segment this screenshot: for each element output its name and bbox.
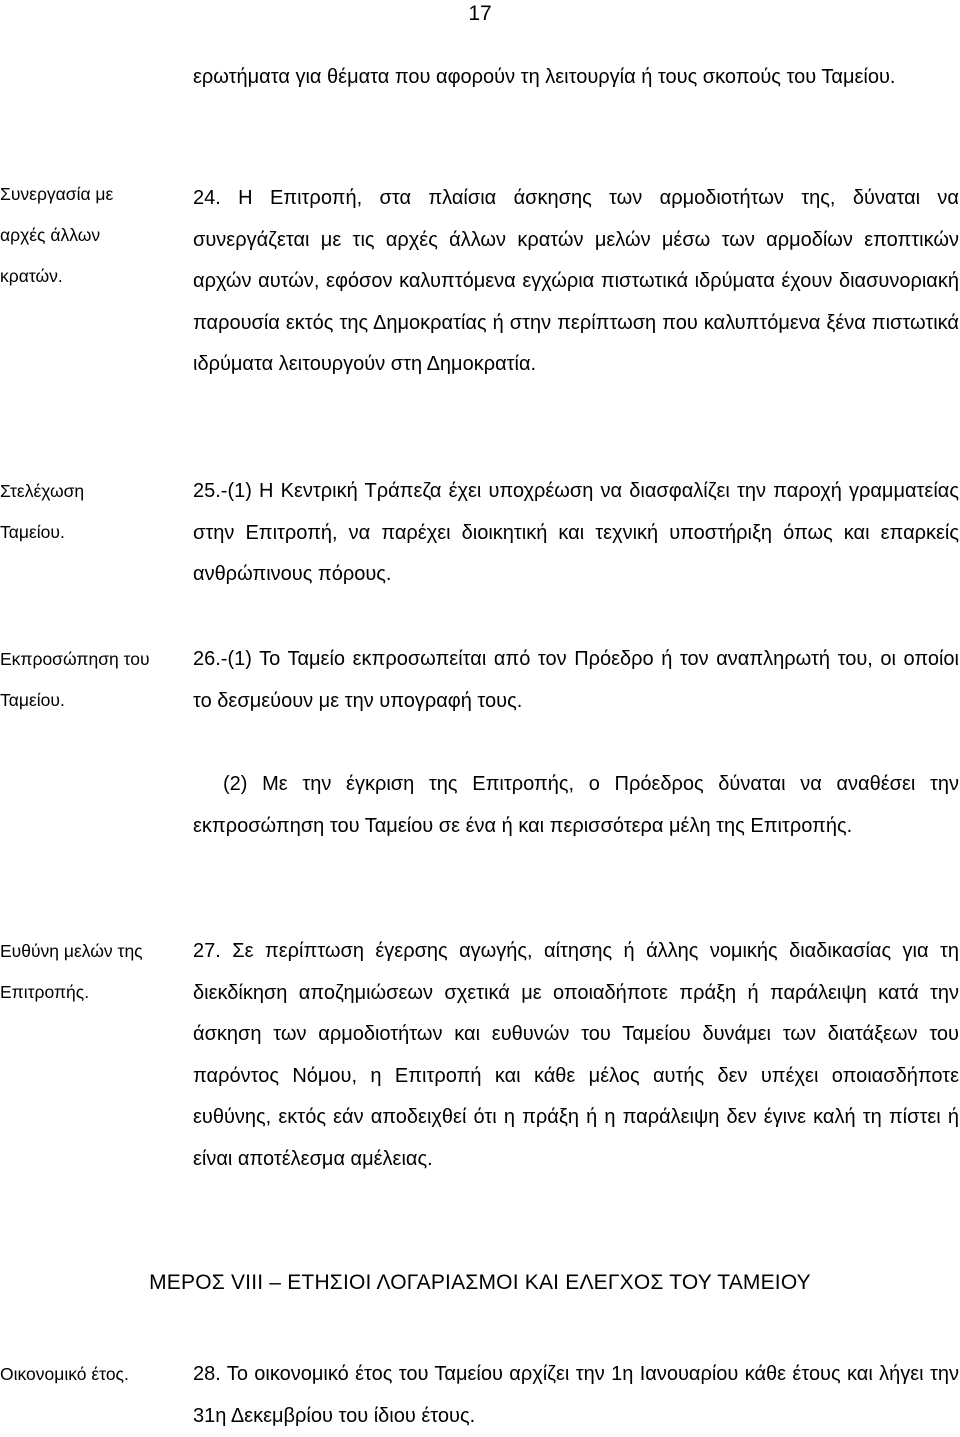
- paragraph-28: 28. Το οικονομικό έτος του Ταμείου αρχίζει την 1η Ιανουαρίου κάθε έτους και λήγει την 31η Δεκεμβρίου του ίδιου έτους.: [193, 1363, 959, 1427]
- paragraph-24: 24. Η Επιτροπή, στα πλαίσια άσκησης των αρμοδιοτήτων της, δύναται να συνεργάζεται με τις αρχές άλλων κρατών μελών μέσω των αρμοδίων εποπτικών αρχών αυτών, εφόσον καλυπτόμενα εγχώρια πιστωτικά ιδρύματα έχουν διασυνοριακή παρουσία εκτός της Δημοκρατίας ή στην περίπτωση που καλυπτόμενα ξένα πιστωτικά ιδρύματα λειτουργούν στη Δημοκρατία.: [193, 187, 959, 375]
- page-number: 17: [468, 2, 492, 25]
- paragraph-25: 25.-(1) Η Κεντρική Τράπεζα έχει υποχρέωση να διασφαλίζει την παροχή γραμματείας στην Επιτροπή, να παρέχει διοικητική και τεχνική υποστήριξη όπως και επαρκείς ανθρώπινους πόρους.: [193, 480, 959, 585]
- paragraph-continuation: ερωτήματα για θέματα που αφορούν τη λειτουργία ή τους σκοπούς του Ταμείου.: [193, 66, 896, 88]
- side-note-staffing: Στελέχωση Ταμείου.: [0, 481, 85, 542]
- side-note-liability: Ευθύνη μελών της Επιτροπής.: [0, 941, 143, 1002]
- side-note-financial-year: Οικονομικό έτος.: [0, 1364, 129, 1384]
- paragraph-26-2: (2) Με την έγκριση της Επιτροπής, ο Πρόεδρος δύναται να αναθέσει την εκπροσώπηση του Ταμείου σε ένα ή και περισσότερα μέλη της Επιτροπής.: [193, 773, 959, 837]
- side-note-representation: Εκπροσώπηση του Ταμείου.: [0, 649, 150, 710]
- paragraph-26-1: 26.-(1) Το Ταμείο εκπροσωπείται από τον Πρόεδρο ή τον αναπληρωτή του, οι οποίοι το δεσμεύουν με την υπογραφή τους.: [193, 648, 959, 712]
- part-heading: ΜΕΡΟΣ VIII – ΕΤΗΣΙΟΙ ΛΟΓΑΡΙΑΣΜΟΙ ΚΑΙ ΕΛΕΓΧΟΣ ΤΟΥ ΤΑΜΕΙΟΥ: [149, 1271, 811, 1294]
- side-note-cooperation: Συνεργασία με αρχές άλλων κρατών.: [0, 184, 114, 286]
- paragraph-27: 27. Σε περίπτωση έγερσης αγωγής, αίτησης ή άλλης νομικής διαδικασίας για τη διεκδίκηση αποζημιώσεων σχετικά με οποιαδήποτε πράξη ή παράλειψη κατά την άσκηση των αρμοδιοτήτων και ευθυνών του Ταμείου δυνάμει των διατάξεων του παρόντος Νόμου, η Επιτροπή και κάθε μέλος αυτής δεν υπέχει οποιασδήποτε ευθύνης, εκτός εάν αποδειχθεί ότι η πράξη ή η παράλειψη δεν έγινε καλή τη πίστει ή είναι αποτέλεσμα αμέλειας.: [193, 940, 959, 1170]
